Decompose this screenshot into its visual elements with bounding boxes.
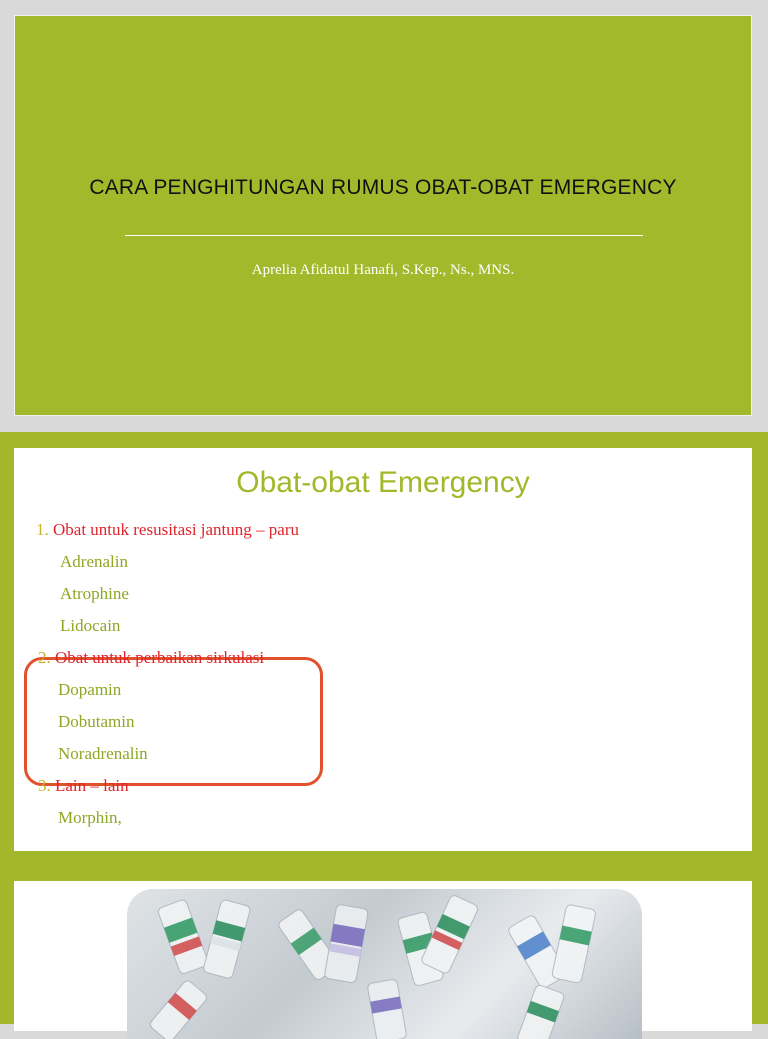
list-item: Dobutamin xyxy=(58,712,135,731)
section-heading-2 xyxy=(38,648,264,668)
list-item: Noradrenalin xyxy=(58,744,148,763)
presentation-title: CARA PENGHITUNGAN RUMUS OBAT-OBAT EMERGENCY xyxy=(89,176,677,199)
medicine-vials-photo xyxy=(127,889,642,1039)
list-item: Dopamin xyxy=(58,680,122,699)
section-heading-text: Obat untuk perbaikan sirkulasi xyxy=(55,648,265,667)
section-heading-1 xyxy=(36,520,299,540)
photo-slide xyxy=(0,865,768,1024)
section-heading-3 xyxy=(38,776,129,796)
title-divider xyxy=(125,235,643,236)
slide-title: Obat-obat Emergency xyxy=(236,466,530,499)
vials-illustration xyxy=(127,889,642,1039)
emergency-drugs-slide xyxy=(0,432,768,865)
author-name: Aprelia Afidatul Hanafi, S.Kep., Ns., MNS. xyxy=(251,262,515,278)
list-item: Lidocain xyxy=(60,616,121,635)
emergency-drugs-panel xyxy=(14,448,752,851)
section-heading-text: Obat untuk resusitasi jantung – paru xyxy=(53,520,299,539)
title-slide-panel xyxy=(14,15,752,416)
section-number: 3. xyxy=(38,776,51,795)
photo-slide-panel xyxy=(14,881,752,1031)
list-item: Morphin, xyxy=(58,808,122,827)
section-heading-text: Lain – lain xyxy=(55,776,129,795)
section-number: 2. xyxy=(38,648,51,667)
list-item: Atrophine xyxy=(60,584,129,603)
title-slide xyxy=(0,0,768,432)
list-item: Adrenalin xyxy=(60,552,128,571)
section-number: 1. xyxy=(36,520,49,539)
